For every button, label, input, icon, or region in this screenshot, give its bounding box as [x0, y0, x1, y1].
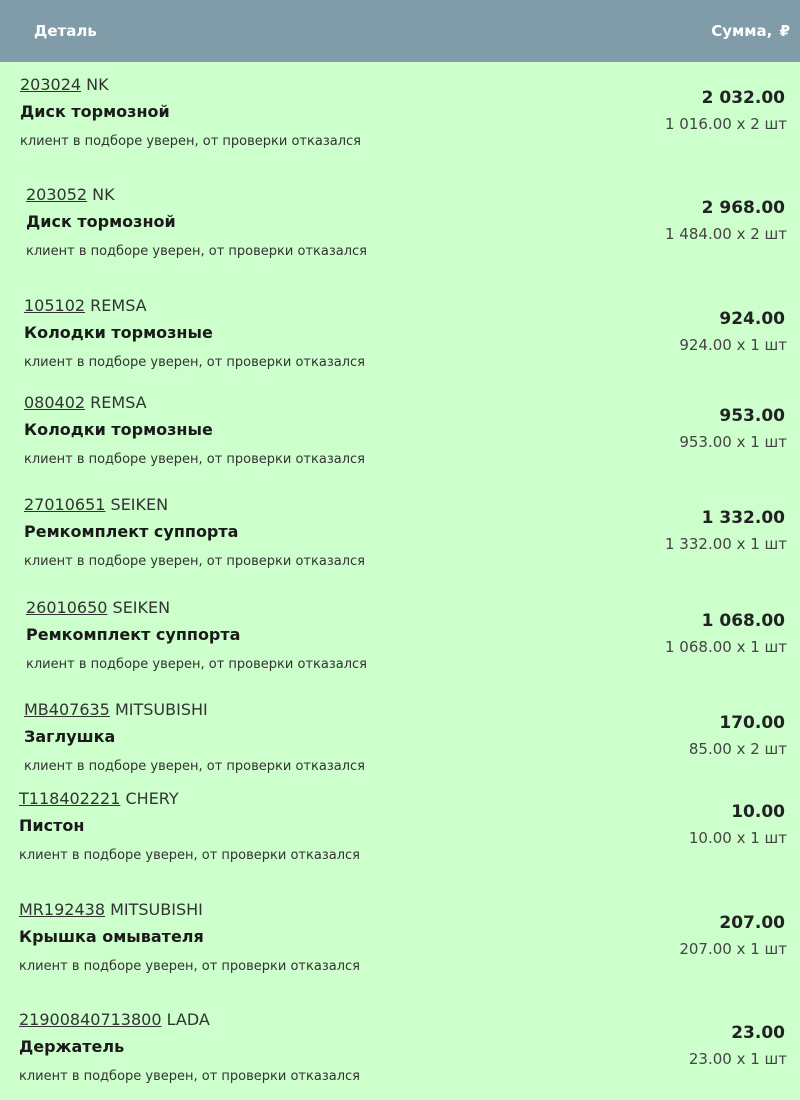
part-note: клиент в подборе уверен, от проверки отказался: [24, 452, 365, 467]
part-name: Пистон: [19, 816, 85, 835]
part-name: Колодки тормозные: [24, 323, 213, 342]
part-code-line: [24, 700, 208, 719]
part-note: клиент в подборе уверен, от проверки отказался: [19, 1069, 360, 1084]
part-brand: SEIKEN: [112, 598, 171, 617]
unit-price-quantity: 1 016.00 x 2 шт: [665, 115, 787, 133]
part-note: клиент в подборе уверен, от проверки отказался: [24, 355, 365, 370]
unit-price-quantity: 1 068.00 x 1 шт: [665, 638, 787, 656]
part-brand: REMSA: [90, 393, 147, 412]
line-total: 2 032.00: [701, 88, 785, 108]
column-header-sum: [711, 22, 790, 40]
part-code-link[interactable]: 203024: [20, 75, 82, 94]
part-name: Колодки тормозные: [24, 420, 213, 439]
unit-price-quantity: 207.00 x 1 шт: [679, 940, 787, 958]
part-brand: CHERY: [125, 789, 179, 808]
line-total: 170.00: [719, 713, 785, 733]
table-header: [0, 0, 800, 62]
table-row: [0, 598, 800, 698]
line-total: 1 068.00: [701, 611, 785, 631]
part-name: Ремкомплект суппорта: [26, 625, 241, 644]
sum-label: Сумма,: [711, 22, 778, 40]
part-brand: LADA: [166, 1010, 210, 1029]
line-total: 23.00: [731, 1023, 785, 1043]
table-row: [0, 900, 800, 1000]
part-note: клиент в подборе уверен, от проверки отказался: [19, 959, 360, 974]
part-code-line: [24, 296, 147, 315]
line-total: 10.00: [731, 802, 785, 822]
table-row: [0, 393, 800, 493]
unit-price-quantity: 924.00 x 1 шт: [679, 336, 787, 354]
part-name: Диск тормозной: [26, 212, 176, 231]
part-brand: MITSUBISHI: [114, 700, 208, 719]
part-name: Заглушка: [24, 727, 116, 746]
table-row: [0, 1010, 800, 1100]
part-code-line: [20, 75, 109, 94]
part-code-link[interactable]: T118402221: [19, 789, 121, 808]
unit-price-quantity: 953.00 x 1 шт: [679, 433, 787, 451]
unit-price-quantity: 1 332.00 x 1 шт: [665, 535, 787, 553]
part-code-link[interactable]: 080402: [24, 393, 86, 412]
part-brand: NK: [86, 75, 109, 94]
part-code-line: [24, 495, 168, 514]
column-header-detail: Деталь: [34, 22, 97, 40]
part-code-link[interactable]: 26010650: [26, 598, 108, 617]
part-code-line: [19, 900, 203, 919]
part-name: Диск тормозной: [20, 102, 170, 121]
part-name: Держатель: [19, 1037, 125, 1056]
part-brand: NK: [92, 185, 115, 204]
part-note: клиент в подборе уверен, от проверки отказался: [24, 554, 365, 569]
part-brand: SEIKEN: [110, 495, 169, 514]
unit-price-quantity: 23.00 x 1 шт: [688, 1050, 787, 1068]
part-code-link[interactable]: 27010651: [24, 495, 106, 514]
unit-price-quantity: 10.00 x 1 шт: [688, 829, 787, 847]
part-code-link[interactable]: MR192438: [19, 900, 105, 919]
part-code-link[interactable]: 21900840713800: [19, 1010, 162, 1029]
table-row: [0, 185, 800, 285]
part-note: клиент в подборе уверен, от проверки отказался: [26, 244, 367, 259]
table-row: [0, 296, 800, 396]
part-note: клиент в подборе уверен, от проверки отказался: [20, 134, 361, 149]
table-row: [0, 495, 800, 595]
unit-price-quantity: 1 484.00 x 2 шт: [665, 225, 787, 243]
line-total: 207.00: [719, 913, 785, 933]
line-total: 924.00: [719, 309, 785, 329]
part-code-line: [26, 185, 115, 204]
part-code-line: [19, 1010, 210, 1029]
line-total: 2 968.00: [701, 198, 785, 218]
part-note: клиент в подборе уверен, от проверки отказался: [24, 759, 365, 774]
part-code-link[interactable]: 105102: [24, 296, 86, 315]
part-code-link[interactable]: 203052: [26, 185, 88, 204]
line-total: 953.00: [719, 406, 785, 426]
part-code-line: [26, 598, 170, 617]
part-code-link[interactable]: MB407635: [24, 700, 110, 719]
part-code-line: [19, 789, 179, 808]
ruble-icon: ₽: [779, 22, 790, 40]
part-note: клиент в подборе уверен, от проверки отказался: [19, 848, 360, 863]
part-note: клиент в подборе уверен, от проверки отказался: [26, 657, 367, 672]
part-code-line: [24, 393, 147, 412]
part-brand: MITSUBISHI: [110, 900, 203, 919]
table-row: [0, 75, 800, 175]
part-brand: REMSA: [90, 296, 147, 315]
table-row: [0, 700, 800, 800]
unit-price-quantity: 85.00 x 2 шт: [688, 740, 787, 758]
part-name: Крышка омывателя: [19, 927, 204, 946]
table-row: [0, 789, 800, 889]
line-total: 1 332.00: [701, 508, 785, 528]
part-name: Ремкомплект суппорта: [24, 522, 239, 541]
